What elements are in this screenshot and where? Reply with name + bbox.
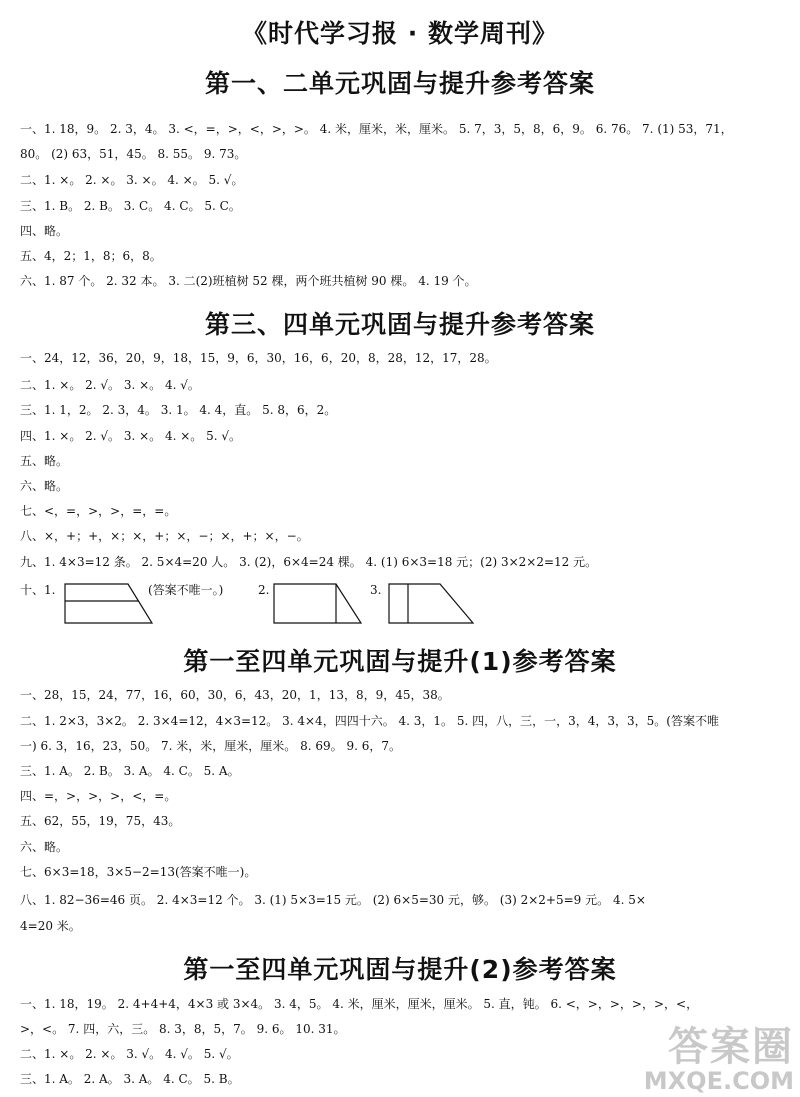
answer-line: 一、24，12，36，20，9，18，15，9，6，30，16，6，20，8，28，12，17，28。: [20, 351, 497, 365]
answer-line: 七、<，=，>，>，=，=。: [20, 504, 177, 518]
answer-line: 三、1. 1，2。 2. 3，4。 3. 1。 4. 4，直。 5. 8，6，2。: [20, 403, 337, 417]
trapezoid-figure-1: [64, 583, 154, 625]
answer-line: 一) 6. 3，16，23，50。 7. 米，米，厘米，厘米。 8. 69。 9. 6，7。: [20, 739, 401, 753]
answer-line: 二、1. ×。 2. ×。 3. ×。 4. ×。 5. √。: [20, 173, 244, 187]
figure-row-label: 十、1.: [20, 583, 56, 597]
answer-line: 八、×，+；+，×；×，+；×，−；×，+；×，−。: [20, 529, 309, 543]
trapezoid-figure-3: [388, 583, 476, 625]
section-heading-4: 第一至四单元巩固与提升(2)参考答案: [183, 955, 617, 984]
trapezoid-figure-2: [273, 583, 365, 625]
answer-line: 一、28，15，24，77，16，60，30，6，43，20，1，13，8，9，45，38。: [20, 688, 450, 702]
section-heading-2: 第三、四单元巩固与提升参考答案: [204, 310, 595, 339]
answer-line: 三、1. B。 2. B。 3. C。 4. C。 5. C。: [20, 199, 241, 213]
site-watermark: [644, 1025, 794, 1093]
answer-line: >，<。 7. 四，六，三。 8. 3，8，5，7。 9. 6。 10. 31。: [20, 1022, 346, 1036]
answer-line: 二、1. 2×3，3×2。 2. 3×4=12，4×3=12。 3. 4×4，四四十六。 4. 3，1。 5. 四，八，三，一，3，4，3，3，5。(答案不唯: [20, 714, 719, 728]
answer-line: 四、略。: [20, 224, 69, 238]
section-heading-1: 第一、二单元巩固与提升参考答案: [204, 69, 595, 98]
answer-line: 五、略。: [20, 454, 69, 468]
figure-note: (答案不唯一。): [148, 583, 224, 597]
section-heading-3: 第一至四单元巩固与提升(1)参考答案: [183, 647, 617, 676]
answer-line: 九、1. 4×3=12 条。 2. 5×4=20 人。 3. (2)，6×4=24 棵。 4. (1) 6×3=18 元；(2) 3×2×2=12 元。: [20, 555, 598, 569]
answer-line: 三、1. A。 2. B。 3. A。 4. C。 5. A。: [20, 764, 240, 778]
answer-line: 二、1. ×。 2. √。 3. ×。 4. √。: [20, 378, 200, 392]
figure-label-2: 2.: [258, 583, 270, 597]
watermark-url: MXQE.COM: [643, 1067, 794, 1095]
answer-line: 一、1. 18，19。 2. 4+4+4，4×3 或 3×4。 3. 4，5。 4. 米，厘米，厘米，厘米。 5. 直，钝。 6. <，>，>，>，>，<，: [20, 997, 699, 1011]
page-title: 《时代学习报 · 数学周刊》: [242, 19, 558, 48]
answer-line: 二、1. ×。 2. ×。 3. √。 4. √。 5. √。: [20, 1047, 239, 1061]
answer-line: 七、6×3=18，3×5−2=13(答案不唯一)。: [20, 865, 257, 879]
answer-line: 4=20 米。: [20, 919, 81, 933]
answer-line: 六、略。: [20, 479, 69, 493]
answer-line: 四、1. ×。 2. √。 3. ×。 4. ×。 5. √。: [20, 429, 242, 443]
answer-line: 六、略。: [20, 840, 69, 854]
answer-line: 80。 (2) 63，51，45。 8. 55。 9. 73。: [20, 147, 247, 161]
answer-line: 六、1. 87 个。 2. 32 本。 3. 二(2)班植树 52 棵，两个班共植树 90 棵。 4. 19 个。: [20, 274, 477, 288]
answer-line: 四、=，>，>，>，<，=。: [20, 789, 177, 803]
answer-line: 八、1. 82−36=46 页。 2. 4×3=12 个。 3. (1) 5×3=15 元。 (2) 6×5=30 元，够。 (3) 2×2+5=9 元。 4. 5×: [20, 893, 646, 907]
answer-line: 五、4，2；1，8；6，8。: [20, 249, 162, 263]
figure-label-3: 3.: [370, 583, 382, 597]
answer-line: 五、62，55，19，75，43。: [20, 814, 181, 828]
watermark-text: 答案圈: [668, 1024, 794, 1070]
answer-line: 一、1. 18，9。 2. 3，4。 3. <，=，>，<，>，>。 4. 米，厘米，米，厘米。 5. 7，3，5，8，6，9。 6. 76。 7. (1) 53，71，: [20, 122, 733, 136]
answer-line: 三、1. A。 2. A。 3. A。 4. C。 5. B。: [20, 1072, 240, 1086]
